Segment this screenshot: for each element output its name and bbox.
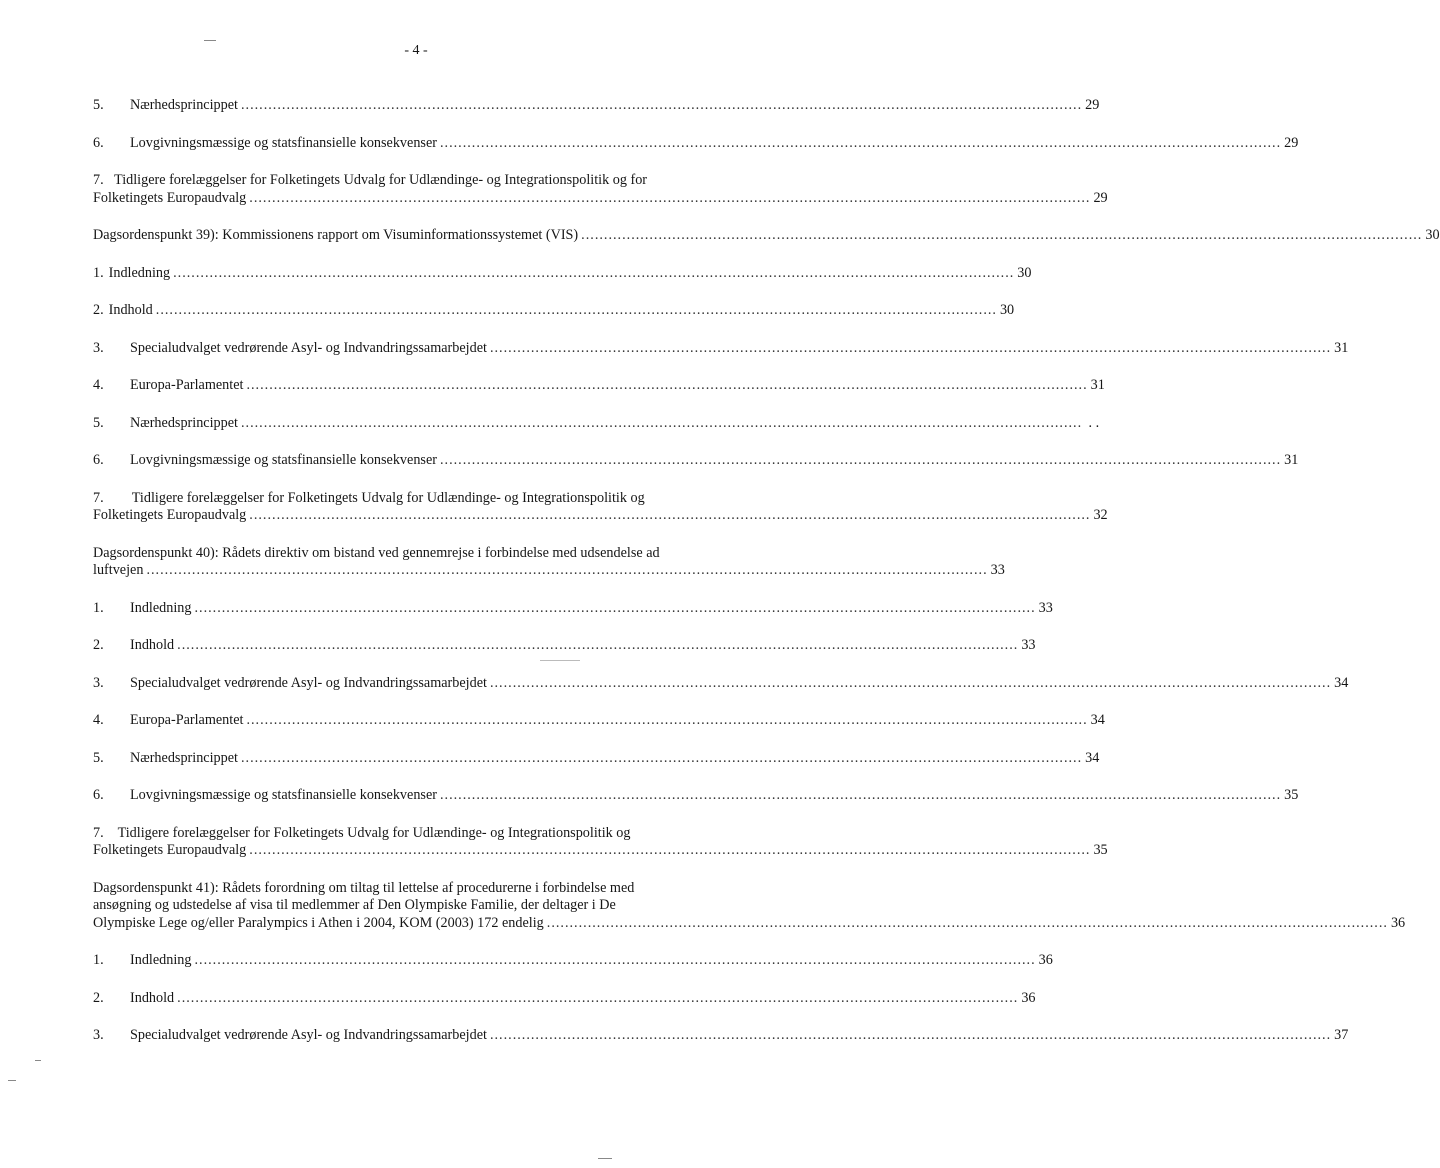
entry-page: 31 bbox=[1090, 377, 1105, 393]
entry-page: 34 bbox=[1090, 712, 1105, 728]
entry-title: Specialudvalget vedrørende Asyl- og Indvandringssamarbejdet bbox=[130, 339, 487, 356]
entry-title: Europa-Parlamentet bbox=[130, 712, 244, 728]
entry-number: 2. bbox=[93, 989, 104, 1006]
entry-number: 2. bbox=[93, 302, 104, 318]
table-of-contents bbox=[93, 97, 1440, 1045]
entry-number: 7. bbox=[93, 172, 104, 188]
entry-title-line: Folketingets Europaudvalg bbox=[93, 842, 247, 858]
entry-page: 31 bbox=[1284, 452, 1299, 468]
entry-number: 4. bbox=[93, 712, 104, 728]
entry-title-line: Tidligere forelæggelser for Folketingets Udvalg for Udlændinge- og Integrationspolitik og bbox=[131, 489, 645, 506]
toc-entry[interactable] bbox=[93, 749, 1100, 768]
dot-leader: ......................................................................................................................................................................................... bbox=[439, 134, 1282, 151]
scan-speck bbox=[35, 1060, 41, 1061]
toc-entry[interactable] bbox=[93, 674, 1349, 693]
entry-title-line: ansøgning og udstedelse af visa til medlemmer af Den Olympiske Familie, der deltager i De bbox=[93, 897, 616, 913]
toc-entry[interactable] bbox=[93, 952, 1053, 970]
toc-entry[interactable] bbox=[93, 414, 1100, 433]
dot-leader: ......................................................................................................................................................................................... bbox=[246, 712, 1088, 728]
entry-page: 33 bbox=[1038, 599, 1053, 616]
dot-leader: ......................................................................................................................................................................................... bbox=[489, 674, 1332, 691]
entry-page: 29 bbox=[1093, 189, 1108, 206]
entry-page: . . bbox=[1088, 414, 1100, 431]
toc-entry[interactable] bbox=[93, 824, 1108, 860]
dot-leader: ......................................................................................................................................................................................... bbox=[146, 562, 988, 578]
entry-title-line: Olympiske Lege og/eller Paralympics i Athen i 2004, KOM (2003) 172 endelig bbox=[93, 914, 544, 931]
entry-title-line: Tidligere forelæggelser for Folketingets Udvalg for Udlændinge- og Integrationspolitik og bbox=[117, 824, 631, 841]
dot-leader: ......................................................................................................................................................................................... bbox=[240, 749, 1083, 766]
entry-page: 32 bbox=[1093, 507, 1108, 523]
entry-number: 5. bbox=[93, 97, 104, 113]
dot-leader: ......................................................................................................................................................................................... bbox=[240, 414, 1083, 431]
entry-number: 4. bbox=[93, 377, 104, 393]
dot-leader: ......................................................................................................................................................................................... bbox=[194, 599, 1036, 616]
entry-title: Nærhedsprincippet bbox=[130, 97, 238, 113]
entry-first-line bbox=[93, 490, 783, 508]
entry-number: 7. bbox=[93, 824, 104, 841]
toc-entry[interactable] bbox=[93, 172, 1108, 207]
toc-entry-agenda-item[interactable] bbox=[93, 879, 1406, 933]
dot-leader: ......................................................................................................................................................................................... bbox=[249, 842, 1091, 858]
entry-first-line bbox=[93, 825, 783, 843]
entry-title: Specialudvalget vedrørende Asyl- og Indvandringssamarbejdet bbox=[130, 674, 487, 691]
entry-number: 2. bbox=[93, 637, 104, 653]
dot-leader: ......................................................................................................................................................................................... bbox=[439, 787, 1282, 803]
entry-page: 34 bbox=[1334, 674, 1349, 691]
entry-page: 37 bbox=[1334, 1027, 1349, 1043]
dot-leader: ......................................................................................................................................................................................... bbox=[546, 914, 1388, 931]
entry-title: Lovgivningsmæssige og statsfinansielle konsekvenser bbox=[130, 787, 437, 803]
toc-entry[interactable] bbox=[93, 787, 1299, 805]
entry-number: 7. bbox=[93, 489, 104, 506]
entry-number: 3. bbox=[93, 1027, 104, 1043]
dot-leader: ......................................................................................................................................................................................... bbox=[489, 339, 1332, 356]
toc-entry[interactable] bbox=[93, 712, 1105, 730]
entry-title-line: Folketingets Europaudvalg bbox=[93, 507, 247, 523]
entry-title-line: Folketingets Europaudvalg bbox=[93, 189, 247, 206]
entry-number: 5. bbox=[93, 749, 104, 766]
dot-leader: ......................................................................................................................................................................................... bbox=[194, 952, 1036, 968]
entry-page: 30 bbox=[1425, 227, 1440, 243]
dot-leader: ......................................................................................................................................................................................... bbox=[240, 97, 1083, 113]
entry-title: Specialudvalget vedrørende Asyl- og Indvandringssamarbejdet bbox=[130, 1027, 487, 1043]
toc-entry[interactable] bbox=[93, 339, 1349, 358]
dot-leader: ......................................................................................................................................................................................... bbox=[249, 189, 1091, 206]
entry-page: 29 bbox=[1284, 134, 1299, 151]
dot-leader: ......................................................................................................................................................................................... bbox=[249, 507, 1091, 523]
dot-leader: ......................................................................................................................................................................................... bbox=[246, 377, 1088, 393]
toc-entry[interactable] bbox=[93, 377, 1105, 395]
entry-page: 36 bbox=[1021, 989, 1036, 1006]
toc-entry[interactable] bbox=[93, 599, 1053, 618]
toc-entry[interactable] bbox=[93, 97, 1100, 115]
entry-page: 29 bbox=[1085, 97, 1100, 113]
toc-entry[interactable] bbox=[93, 302, 1015, 320]
entry-title: Indhold bbox=[130, 989, 175, 1006]
entry-page: 30 bbox=[1017, 264, 1032, 281]
entry-title: Indledning bbox=[108, 264, 171, 281]
toc-entry-agenda-item[interactable] bbox=[93, 227, 1440, 245]
dot-leader: ......................................................................................................................................................................................... bbox=[177, 989, 1019, 1006]
entry-number: 6. bbox=[93, 134, 104, 151]
dot-leader: ......................................................................................................................................................................................... bbox=[489, 1027, 1332, 1043]
entry-page: 35 bbox=[1284, 787, 1299, 803]
entry-title: Dagsordenspunkt 39): Kommissionens rapport om Visuminformationssystemet (VIS) bbox=[93, 227, 579, 243]
entry-page: 36 bbox=[1390, 914, 1406, 931]
entry-number: 1. bbox=[93, 264, 104, 281]
entry-title: Indledning bbox=[130, 952, 192, 968]
dot-leader: ......................................................................................................................................................................................... bbox=[155, 302, 997, 318]
entry-number: 6. bbox=[93, 787, 104, 803]
scan-speck bbox=[598, 1158, 612, 1159]
scan-speck bbox=[8, 1080, 16, 1081]
dot-leader: ......................................................................................................................................................................................... bbox=[439, 452, 1282, 468]
toc-entry[interactable] bbox=[93, 264, 1032, 283]
entry-title: Indhold bbox=[130, 637, 175, 653]
toc-entry[interactable] bbox=[93, 489, 1108, 525]
entry-number: 5. bbox=[93, 414, 104, 431]
toc-entry[interactable] bbox=[93, 637, 1036, 655]
entry-number: 6. bbox=[93, 452, 104, 468]
entry-number: 1. bbox=[93, 599, 104, 616]
entry-title: Indledning bbox=[130, 599, 192, 616]
entry-title-line: Dagsordenspunkt 41): Rådets forordning om tiltag til lettelse af procedurerne i forbindelse med bbox=[93, 879, 635, 896]
scan-speck bbox=[204, 40, 216, 41]
entry-title: Nærhedsprincippet bbox=[130, 414, 238, 431]
scan-speck bbox=[540, 660, 580, 661]
entry-number: 1. bbox=[93, 952, 104, 968]
entry-number: 3. bbox=[93, 339, 104, 356]
entry-first-line bbox=[93, 172, 783, 190]
page-number: - 4 - bbox=[404, 43, 428, 58]
entry-title: Lovgivningsmæssige og statsfinansielle konsekvenser bbox=[130, 134, 437, 151]
entry-title-line: Dagsordenspunkt 40): Rådets direktiv om bistand ved gennemrejse i forbindelse med udsendelse ad bbox=[93, 544, 660, 561]
entry-page: 36 bbox=[1038, 952, 1053, 968]
toc-entry[interactable] bbox=[93, 989, 1036, 1008]
entry-page: 31 bbox=[1334, 339, 1349, 356]
dot-leader: ......................................................................................................................................................................................... bbox=[581, 227, 1423, 243]
entry-title: Lovgivningsmæssige og statsfinansielle konsekvenser bbox=[130, 452, 437, 468]
dot-leader: ......................................................................................................................................................................................... bbox=[173, 264, 1015, 281]
entry-page: 33 bbox=[1021, 637, 1036, 653]
toc-entry-agenda-item[interactable] bbox=[93, 544, 1005, 580]
entry-page: 34 bbox=[1085, 749, 1100, 766]
toc-entry[interactable] bbox=[93, 1027, 1349, 1045]
toc-entry[interactable] bbox=[93, 134, 1299, 153]
entry-title-line: Tidligere forelæggelser for Folketingets Udvalg for Udlændinge- og Integrationspolitik og for bbox=[114, 172, 648, 188]
entry-page: 30 bbox=[999, 302, 1015, 318]
entry-title: Europa-Parlamentet bbox=[130, 377, 244, 393]
entry-page: 33 bbox=[990, 562, 1005, 578]
entry-page: 35 bbox=[1093, 842, 1108, 858]
toc-entry[interactable] bbox=[93, 452, 1299, 470]
entry-title: Indhold bbox=[108, 302, 153, 318]
entry-title-line: luftvejen bbox=[93, 562, 144, 578]
dot-leader: ......................................................................................................................................................................................... bbox=[177, 637, 1019, 653]
entry-number: 3. bbox=[93, 674, 104, 691]
entry-title: Nærhedsprincippet bbox=[130, 749, 238, 766]
